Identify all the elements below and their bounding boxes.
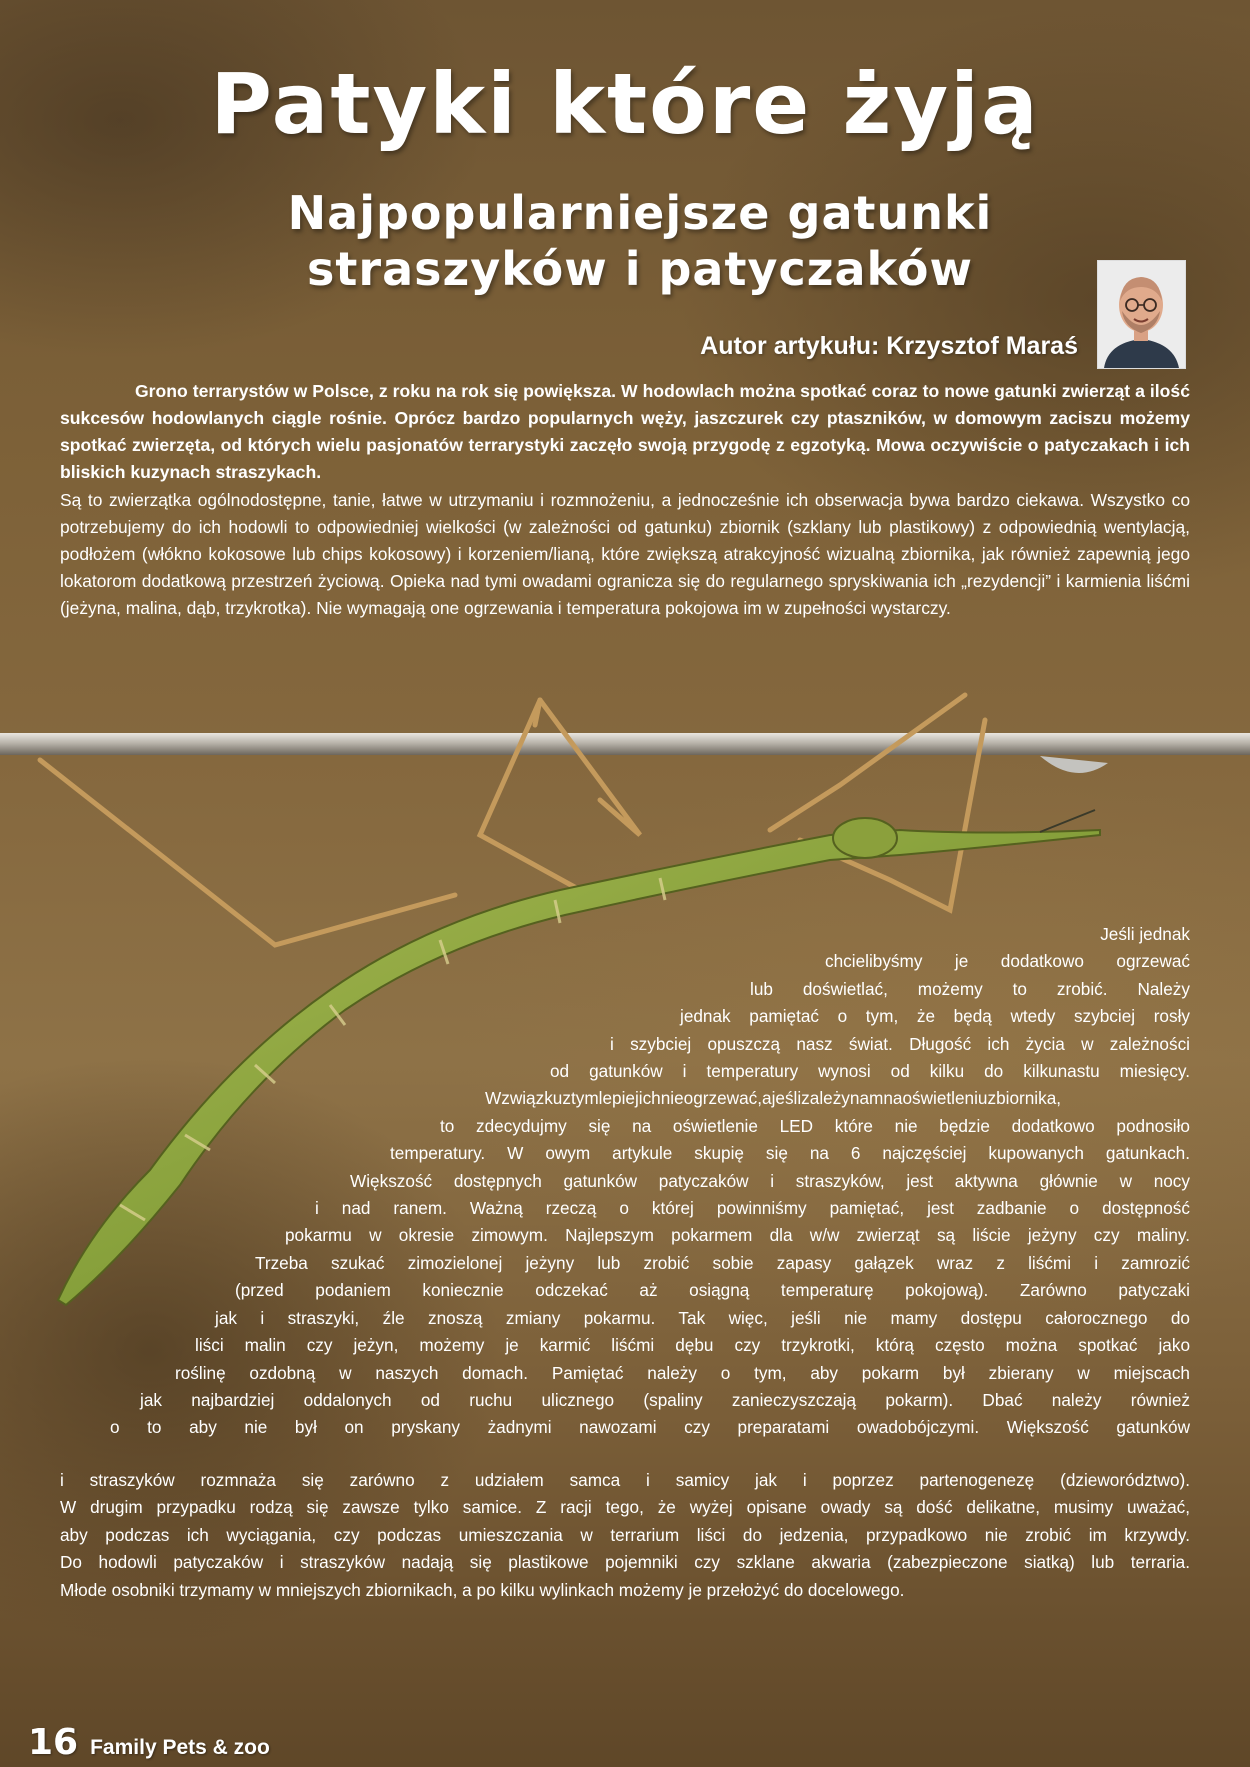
body-line: to zdecydujmy się na oświetlenie LED które nie będzie dodatkowo podnosiło <box>440 1115 1190 1136</box>
author-byline: Autor artykułu: Krzysztof Maraś <box>700 332 1078 360</box>
body-line: Wzwiązkuztymlepiejichnieogrzewać,ajeślizależynamnaoświetleniuzbiornika, <box>485 1088 1062 1109</box>
page-footer <box>28 1722 270 1763</box>
body-line: i nad ranem. Ważną rzeczą o której powinniśmy pamiętać, jest zadbanie o dostępność <box>315 1198 1190 1219</box>
body-line: aby podczas ich wyciągania, czy podczas umieszczania w terrarium liści do jedzenia, przypadkowo nie zrobić im krzywdy. <box>60 1524 1190 1545</box>
article-lead: Grono terrarystów w Polsce, z roku na rok się powiększa. W hodowlach można spotkać coraz to nowe gatunki zwierząt a ilość sukcesów hodowlanych ciągle rośnie. Oprócz bardzo popularnych węży, jaszczurek czy ptaszników, w domowym zaciszu możemy spotkać zwierzęta, od których wielu pasjonatów terrarystyki zaczęło swoją przygodę z egzotyką. Mowa oczywiście o patyczakach i ich bliskich kuzynach straszykach. <box>60 381 1190 482</box>
body-line: od gatunków i temperatury wynosi od kilku do kilkunastu miesięcy. <box>550 1061 1190 1082</box>
body-line: lub doświetlać, możemy to zrobić. Należy <box>750 978 1190 999</box>
magazine-name: Family Pets & zoo <box>90 1736 270 1759</box>
body-line: i szybciej opuszczą nasz świat. Długość ich życia w zależności <box>610 1033 1190 1054</box>
insect-antenna <box>1040 810 1095 832</box>
body-line: Trzeba szukać zimozielonej jeżyny lub zrobić sobie zapasy gałązek wraz z liśćmi i zamrozić <box>255 1252 1190 1273</box>
body-line: Młode osobniki trzymamy w mniejszych zbiornikach, a po kilku wylinkach możemy je przełożyć do docelowego. <box>60 1579 905 1600</box>
body-line: liści malin czy jeżyn, możemy je karmić liśćmi dębu czy trzykrotki, którą często można spotkać jako <box>195 1335 1190 1356</box>
metal-rod <box>0 733 1250 755</box>
body-line: Większość dostępnych gatunków patyczaków i straszyków, jest aktywna głównie w nocy <box>350 1170 1190 1191</box>
article-body-column <box>110 921 1190 1442</box>
article-body-continued <box>60 1467 1190 1604</box>
body-line: jak najbardziej oddalonych od ruchu ulicznego (spaliny zanieczyszczają pokarm). Dbać należy również <box>140 1389 1190 1410</box>
body-line: W drugim przypadku rodzą się zawsze tylko samice. Z racji tego, że wyżej opisane owady są dość delikatne, musimy uważać, <box>60 1497 1190 1518</box>
body-line: o to aby nie był on pryskany żadnymi nawozami czy preparatami owadobójczymi. Większość gatunków <box>110 1417 1190 1438</box>
article-title: Patyki które żyją <box>210 55 1040 153</box>
body-line: pokarmu w okresie zimowym. Najlepszym pokarmem dla w/w zwierząt są liście jeżyny czy maliny. <box>285 1225 1190 1246</box>
article-subtitle: Najpopularniejsze gatunki straszyków i patyczaków <box>287 186 993 296</box>
body-line: Do hodowli patyczaków i straszyków nadają się plastikowe pojemniki czy szklane akwaria (zabezpieczone siatką) lub terraria. <box>60 1552 1190 1573</box>
author-photo <box>1097 260 1186 369</box>
body-line: jak i straszyki, źle znoszą zmiany pokarmu. Tak więc, jeśli nie mamy dostępu całorocznego do <box>215 1307 1190 1328</box>
water-drop <box>1040 756 1108 773</box>
page-number: 16 <box>28 1722 79 1763</box>
body-line: i straszyków rozmnaża się zarówno z udziałem samca i samicy jak i poprzez partenogenezę (dzieworództwo). <box>60 1470 1190 1490</box>
body-line: chcielibyśmy je dodatkowo ogrzewać <box>825 951 1190 972</box>
body-line: Jeśli jednak <box>1100 924 1190 944</box>
body-line: temperatury. W owym artykule skupię się na 6 najczęściej kupowanych gatunkach. <box>390 1143 1190 1164</box>
body-line: jednak pamiętać o tym, że będą wtedy szybciej rosły <box>680 1006 1190 1027</box>
insect-head <box>833 818 897 858</box>
body-line: (przed podaniem koniecznie odczekać aż osiągną temperaturę pokojową). Zarówno patyczaki <box>235 1280 1190 1301</box>
article-intro: Są to zwierzątka ogólnodostępne, tanie, łatwe w utrzymaniu i rozmnożeniu, a jednocześnie ich obserwacja bywa bardzo ciekawa. Wszystko co potrzebujemy do ich hodowli to odpowiedniej wielkości (w zależności od gatunku) zbiornik (szklany lub plastikowy) z odpowiednią wentylacją, podłożem (włókno kokosowe lub chips kokosowy) i korzeniem/lianą, które zwiększą atrakcyjność wizualną zbiornika, jak również zapewnią jego lokatorom dodatkową przestrzeń życiową. Opieka nad tymi owadami ogranicza się do regularnego spryskiwania ich „rezydencji” i karmienia liśćmi (jeżyna, malina, dąb, trzykrotka). Nie wymagają one ogrzewania i temperatura pokojowa im w zupełności wystarczy. <box>60 490 1190 618</box>
body-line: roślinę ozdobną w naszych domach. Pamiętać należy o tym, aby pokarm był zbierany w miejscach <box>175 1362 1190 1383</box>
